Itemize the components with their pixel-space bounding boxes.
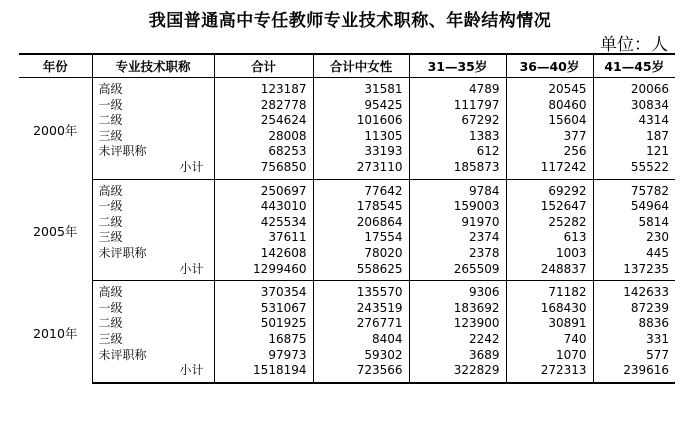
table-row xyxy=(19,281,675,301)
title-cell: 未评职称 xyxy=(92,144,214,160)
value-cell: 17554 xyxy=(313,230,409,246)
subtotal-label: 小计 xyxy=(92,160,214,179)
value-cell: 55522 xyxy=(593,160,675,179)
subtotal-label: 小计 xyxy=(92,363,214,383)
header-female: 合计中女性 xyxy=(313,54,409,78)
table-row xyxy=(19,363,675,383)
value-cell: 1070 xyxy=(506,348,593,364)
value-cell: 3689 xyxy=(409,348,506,364)
value-cell: 1299460 xyxy=(214,262,313,281)
value-cell: 137235 xyxy=(593,262,675,281)
title-cell: 未评职称 xyxy=(92,348,214,364)
header-age-31-35: 31—35岁 xyxy=(409,54,506,78)
value-cell: 230 xyxy=(593,230,675,246)
value-cell: 121 xyxy=(593,144,675,160)
value-cell: 723566 xyxy=(313,363,409,383)
value-cell: 740 xyxy=(506,332,593,348)
value-cell: 443010 xyxy=(214,199,313,215)
value-cell: 322829 xyxy=(409,363,506,383)
value-cell: 67292 xyxy=(409,113,506,129)
table-row xyxy=(19,144,675,160)
value-cell: 123900 xyxy=(409,316,506,332)
value-cell: 117242 xyxy=(506,160,593,179)
value-cell: 20066 xyxy=(593,78,675,98)
value-cell: 16875 xyxy=(214,332,313,348)
value-cell: 37611 xyxy=(214,230,313,246)
value-cell: 501925 xyxy=(214,316,313,332)
title-cell: 高级 xyxy=(92,78,214,98)
title-cell: 二级 xyxy=(92,316,214,332)
value-cell: 9306 xyxy=(409,281,506,301)
table-row xyxy=(19,230,675,246)
value-cell: 71182 xyxy=(506,281,593,301)
value-cell: 4789 xyxy=(409,78,506,98)
value-cell: 272313 xyxy=(506,363,593,383)
year-group-2010 xyxy=(19,281,675,383)
value-cell: 77642 xyxy=(313,179,409,199)
value-cell: 142633 xyxy=(593,281,675,301)
table-row xyxy=(19,113,675,129)
table-row xyxy=(19,262,675,281)
value-cell: 87239 xyxy=(593,301,675,317)
value-cell: 25282 xyxy=(506,215,593,231)
title-cell: 二级 xyxy=(92,215,214,231)
value-cell: 2374 xyxy=(409,230,506,246)
title-cell: 二级 xyxy=(92,113,214,129)
year-group-2000 xyxy=(19,78,675,180)
unit-label: 单位：人 xyxy=(600,35,668,55)
value-cell: 331 xyxy=(593,332,675,348)
value-cell: 612 xyxy=(409,144,506,160)
title-cell: 高级 xyxy=(92,281,214,301)
header-age-36-40: 36—40岁 xyxy=(506,54,593,78)
value-cell: 69292 xyxy=(506,179,593,199)
value-cell: 9784 xyxy=(409,179,506,199)
value-cell: 282778 xyxy=(214,98,313,114)
value-cell: 558625 xyxy=(313,262,409,281)
value-cell: 59302 xyxy=(313,348,409,364)
title-cell: 一级 xyxy=(92,98,214,114)
value-cell: 276771 xyxy=(313,316,409,332)
value-cell: 91970 xyxy=(409,215,506,231)
title-cell: 一级 xyxy=(92,301,214,317)
value-cell: 78020 xyxy=(313,246,409,262)
header-total: 合计 xyxy=(214,54,313,78)
value-cell: 68253 xyxy=(214,144,313,160)
value-cell: 445 xyxy=(593,246,675,262)
value-cell: 273110 xyxy=(313,160,409,179)
value-cell: 254624 xyxy=(214,113,313,129)
value-cell: 30891 xyxy=(506,316,593,332)
value-cell: 101606 xyxy=(313,113,409,129)
table-row xyxy=(19,316,675,332)
value-cell: 243519 xyxy=(313,301,409,317)
value-cell: 178545 xyxy=(313,199,409,215)
value-cell: 185873 xyxy=(409,160,506,179)
value-cell: 183692 xyxy=(409,301,506,317)
value-cell: 8404 xyxy=(313,332,409,348)
value-cell: 11305 xyxy=(313,129,409,145)
value-cell: 4314 xyxy=(593,113,675,129)
title-cell: 三级 xyxy=(92,230,214,246)
page-title: 我国普通高中专任教师专业技术职称、年龄结构情况 xyxy=(148,11,552,31)
value-cell: 15604 xyxy=(506,113,593,129)
value-cell: 80460 xyxy=(506,98,593,114)
value-cell: 28008 xyxy=(214,129,313,145)
value-cell: 256 xyxy=(506,144,593,160)
value-cell: 2242 xyxy=(409,332,506,348)
table-row xyxy=(19,129,675,145)
value-cell: 377 xyxy=(506,129,593,145)
value-cell: 265509 xyxy=(409,262,506,281)
value-cell: 250697 xyxy=(214,179,313,199)
value-cell: 152647 xyxy=(506,199,593,215)
header-age-41-45: 41—45岁 xyxy=(593,54,675,78)
value-cell: 1383 xyxy=(409,129,506,145)
value-cell: 248837 xyxy=(506,262,593,281)
value-cell: 370354 xyxy=(214,281,313,301)
value-cell: 31581 xyxy=(313,78,409,98)
header-row xyxy=(19,54,675,78)
value-cell: 75782 xyxy=(593,179,675,199)
value-cell: 111797 xyxy=(409,98,506,114)
value-cell: 613 xyxy=(506,230,593,246)
table-row xyxy=(19,301,675,317)
value-cell: 239616 xyxy=(593,363,675,383)
value-cell: 1003 xyxy=(506,246,593,262)
title-cell: 三级 xyxy=(92,332,214,348)
year-group-2005 xyxy=(19,179,675,281)
value-cell: 159003 xyxy=(409,199,506,215)
table-row xyxy=(19,160,675,179)
value-cell: 95425 xyxy=(313,98,409,114)
table-row xyxy=(19,215,675,231)
value-cell: 187 xyxy=(593,129,675,145)
title-cell: 一级 xyxy=(92,199,214,215)
value-cell: 1518194 xyxy=(214,363,313,383)
value-cell: 425534 xyxy=(214,215,313,231)
table-row xyxy=(19,348,675,364)
table-row xyxy=(19,332,675,348)
header-title: 专业技术职称 xyxy=(92,54,214,78)
table-row xyxy=(19,98,675,114)
title-cell: 高级 xyxy=(92,179,214,199)
teacher-structure-table xyxy=(19,53,675,384)
year-cell: 2005年 xyxy=(33,224,78,240)
year-cell: 2000年 xyxy=(33,122,78,138)
value-cell: 168430 xyxy=(506,301,593,317)
header-year: 年份 xyxy=(19,54,92,78)
value-cell: 756850 xyxy=(214,160,313,179)
value-cell: 2378 xyxy=(409,246,506,262)
value-cell: 33193 xyxy=(313,144,409,160)
table-row xyxy=(19,246,675,262)
value-cell: 577 xyxy=(593,348,675,364)
value-cell: 142608 xyxy=(214,246,313,262)
value-cell: 97973 xyxy=(214,348,313,364)
subtotal-label: 小计 xyxy=(92,262,214,281)
value-cell: 54964 xyxy=(593,199,675,215)
table-row xyxy=(19,179,675,199)
value-cell: 8836 xyxy=(593,316,675,332)
value-cell: 531067 xyxy=(214,301,313,317)
title-cell: 三级 xyxy=(92,129,214,145)
table-row xyxy=(19,199,675,215)
year-cell: 2010年 xyxy=(33,325,78,341)
value-cell: 20545 xyxy=(506,78,593,98)
table-row xyxy=(19,78,675,98)
value-cell: 135570 xyxy=(313,281,409,301)
value-cell: 206864 xyxy=(313,215,409,231)
value-cell: 123187 xyxy=(214,78,313,98)
title-cell: 未评职称 xyxy=(92,246,214,262)
value-cell: 5814 xyxy=(593,215,675,231)
value-cell: 30834 xyxy=(593,98,675,114)
